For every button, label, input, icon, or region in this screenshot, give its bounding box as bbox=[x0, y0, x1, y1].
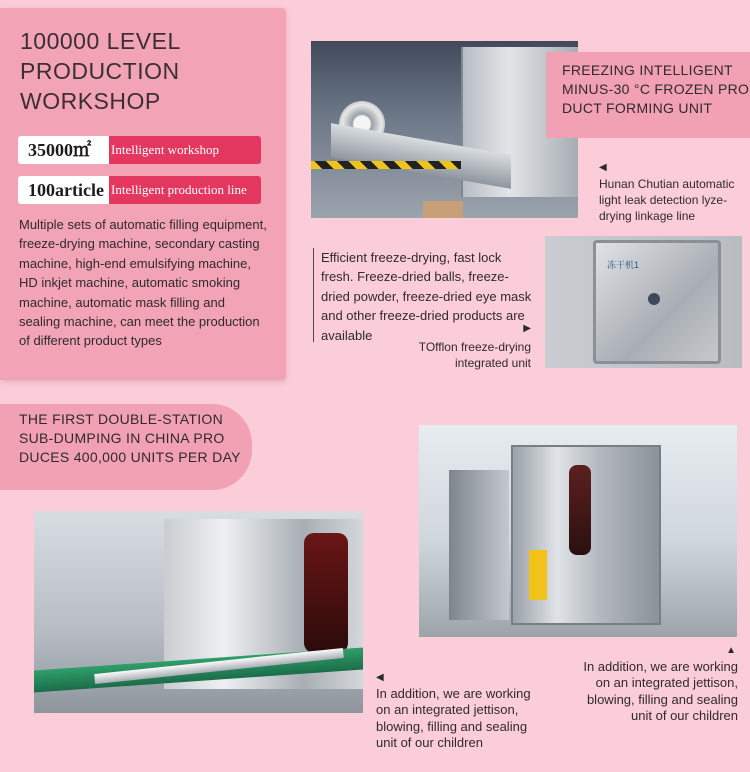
workshop-title: 100000 LEVEL PRODUCTION WORKSHOP bbox=[20, 28, 180, 114]
workshop-description: Multiple sets of automatic filling equipment, freeze-drying machine, secondary casting machine, high-end emulsifying machine, HD inkjet machine, automatic smoking machine, automatic mask filling and sealing machine, can meet the production of different product types bbox=[19, 217, 267, 349]
red-panel bbox=[304, 533, 348, 653]
workshop-card bbox=[0, 8, 286, 380]
arrow-right-icon: ▶ bbox=[523, 322, 531, 334]
stat-area-value: 35000㎡ bbox=[18, 136, 109, 164]
stat-lines-label: Intelligent production line bbox=[109, 176, 261, 204]
filling-line-photo bbox=[311, 41, 578, 218]
arrow-left-icon: ◀ bbox=[376, 672, 384, 683]
conveyor-line-photo bbox=[34, 511, 363, 713]
freeze-drying-caption-text: Efficient freeze-drying, fast lock fresh. Freeze-dried balls, freeze-dried powder, freeze-dried eye mask and other freeze-dried products are available bbox=[321, 250, 532, 343]
arrow-up-icon: ▲ bbox=[726, 645, 736, 656]
double-station-tab: THE FIRST DOUBLE-STATION SUB-DUMPING IN CHINA PRO DUCES 400,000 UNITS PER DAY bbox=[0, 404, 252, 490]
addition-caption-right bbox=[570, 641, 738, 724]
addition-caption-left-text: In addition, we are working on an integrated jettison, blowing, filling and sealing unit of our children bbox=[376, 686, 531, 750]
sub-dumping-photo bbox=[419, 425, 737, 637]
machine-cabinet bbox=[449, 470, 509, 620]
freeze-dryer-door-label: 冻干机1 bbox=[607, 260, 640, 270]
addition-caption-right-text: In addition, we are working on an integrated jettison, blowing, filling and sealing unit of our children bbox=[583, 659, 738, 723]
arrow-left-icon: ◀ bbox=[599, 162, 607, 173]
tofflon-caption: TOfflon freeze-drying integrated unit bbox=[418, 340, 531, 370]
safety-stripe bbox=[311, 161, 461, 169]
yellow-valves bbox=[529, 550, 547, 600]
stat-lines-value: 100article bbox=[18, 176, 109, 204]
stat-area-label: Intelligent workshop bbox=[109, 136, 261, 164]
stat-area bbox=[18, 136, 261, 164]
stat-lines bbox=[18, 176, 261, 204]
machine-window bbox=[569, 465, 591, 555]
addition-caption-left bbox=[376, 668, 536, 751]
freeze-drying-caption bbox=[313, 248, 537, 342]
hunan-caption bbox=[599, 158, 749, 224]
control-screen bbox=[423, 201, 463, 218]
hunan-caption-text: Hunan Chutian automatic light leak detection lyze-drying linkage line bbox=[599, 177, 735, 223]
freeze-dryer-photo bbox=[545, 236, 742, 368]
freezing-unit-tab: FREEZING INTELLIGENT MINUS-30 °C FROZEN PRO DUCT FORMING UNIT bbox=[546, 52, 750, 138]
